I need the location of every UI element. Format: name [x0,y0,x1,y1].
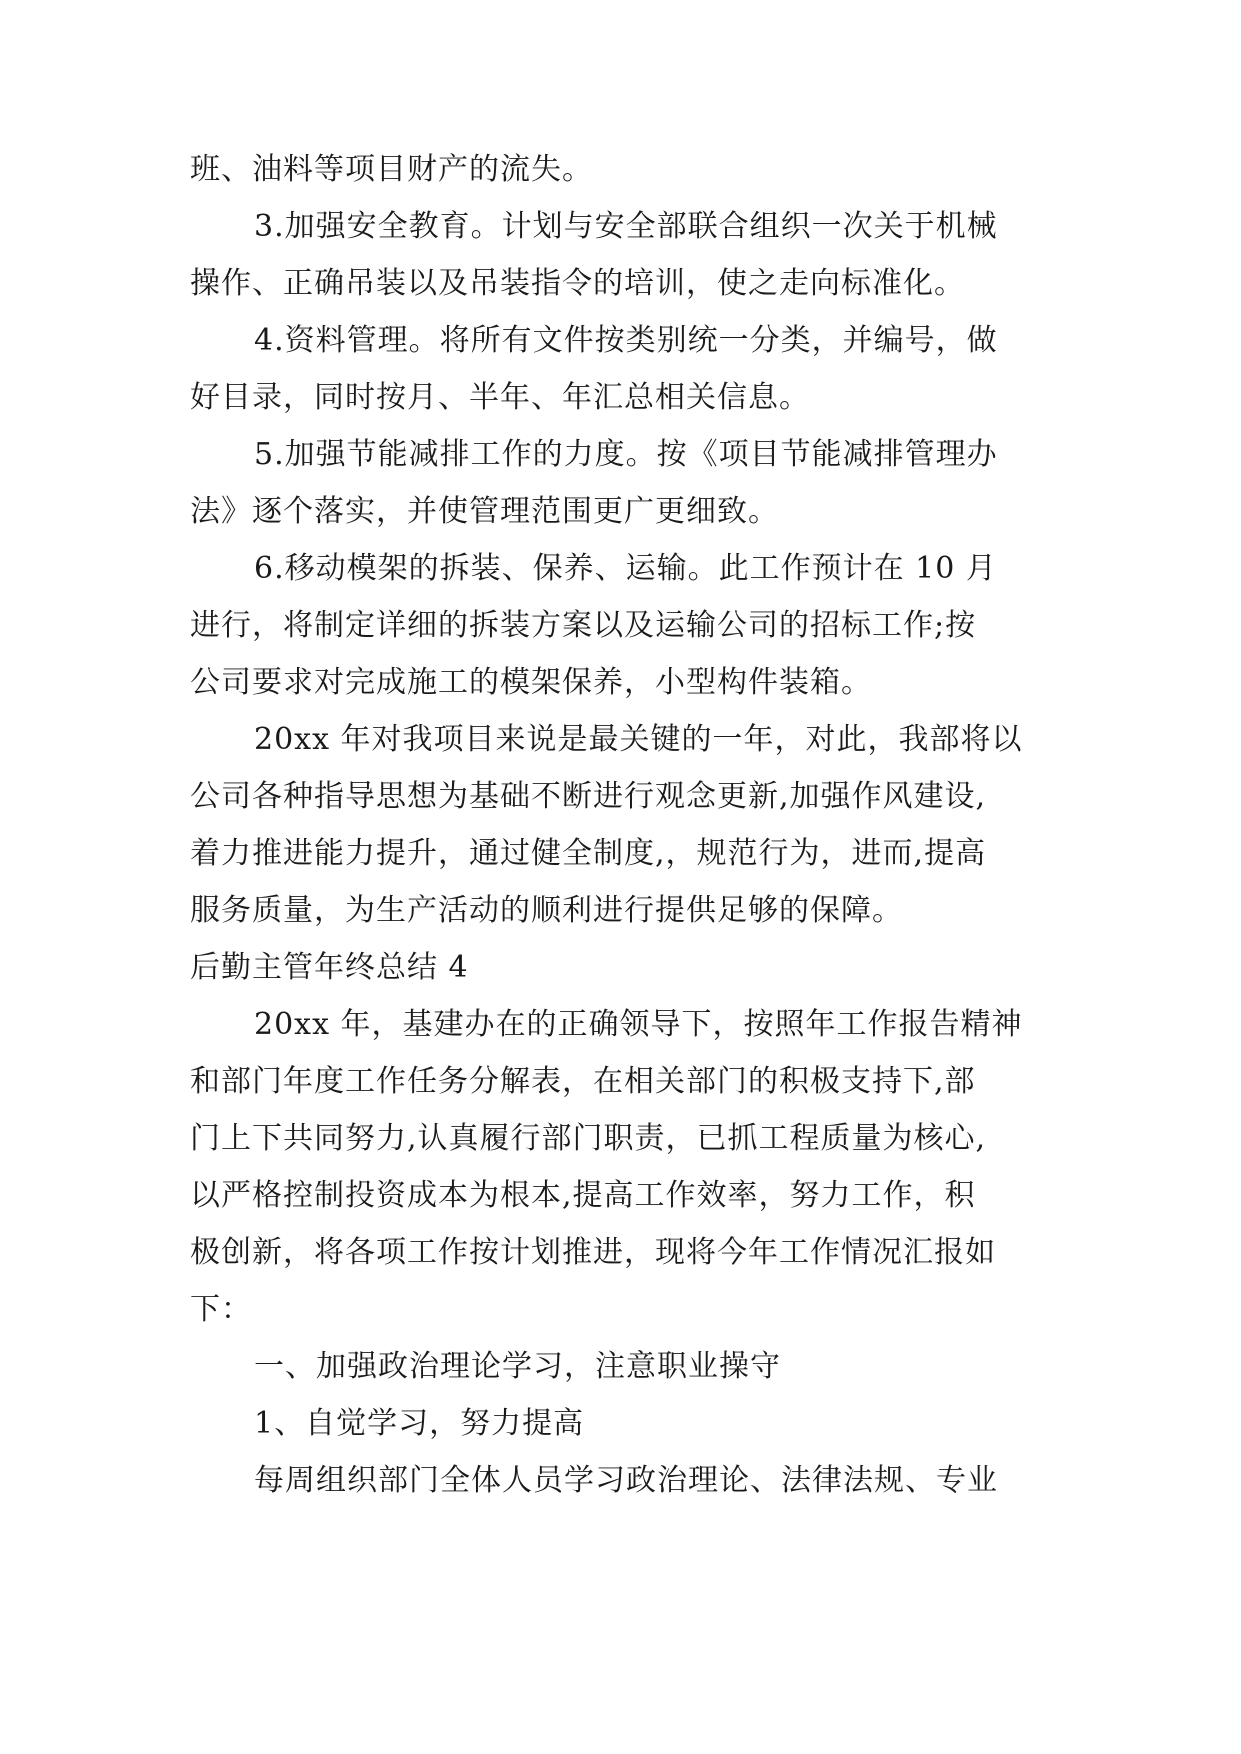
text-line: 着力推进能力提升，通过健全制度,，规范行为，进而,提高 [190,836,987,871]
section-heading: 后勤主管年终总结 4 [190,950,469,985]
text-line: 极创新，将各项工作按计划推进，现将今年工作情况汇报如 [190,1235,996,1270]
text-line: 20xx 年，基建办在的正确领导下，按照年工作报告精神 [254,1007,1023,1042]
text-line: 下： [190,1292,252,1327]
text-line: 操作、正确吊装以及吊装指令的培训，使之走向标准化。 [190,266,965,301]
text-line: 好目录，同时按月、半年、年汇总相关信息。 [190,380,810,415]
subheading: 1、自觉学习，努力提高 [254,1406,585,1441]
text-line: 3.加强安全教育。计划与安全部联合组织一次关于机械 [254,209,998,244]
text-line: 法》逐个落实，并使管理范围更广更细致。 [190,494,779,529]
text-line: 和部门年度工作任务分解表，在相关部门的积极支持下,部 [190,1064,976,1099]
text-line: 4.资料管理。将所有文件按类别统一分类，并编号，做 [254,323,998,358]
text-line: 进行，将制定详细的拆装方案以及运输公司的招标工作;按 [190,608,977,643]
text-line: 每周组织部门全体人员学习政治理论、法律法规、专业 [254,1463,998,1498]
text-line: 门上下共同努力,认真履行部门职责，已抓工程质量为核心, [190,1121,987,1156]
text-line: 20xx 年对我项目来说是最关键的一年，对此，我部将以 [254,722,1023,757]
text-line: 公司要求对完成施工的模架保养，小型构件装箱。 [190,665,872,700]
text-line: 服务质量，为生产活动的顺利进行提供足够的保障。 [190,893,903,928]
text-line: 公司各种指导思想为基础不断进行观念更新,加强作风建设, [190,779,987,814]
subheading: 一、加强政治理论学习，注意职业操守 [254,1349,781,1384]
text-line: 5.加强节能减排工作的力度。按《项目节能减排管理办 [254,437,998,472]
text-line: 班、油料等项目财产的流失。 [190,152,593,187]
text-line: 6.移动模架的拆装、保养、运输。此工作预计在 10 月 [254,551,997,586]
text-line: 以严格控制投资成本为根本,提高工作效率，努力工作，积 [190,1178,976,1213]
